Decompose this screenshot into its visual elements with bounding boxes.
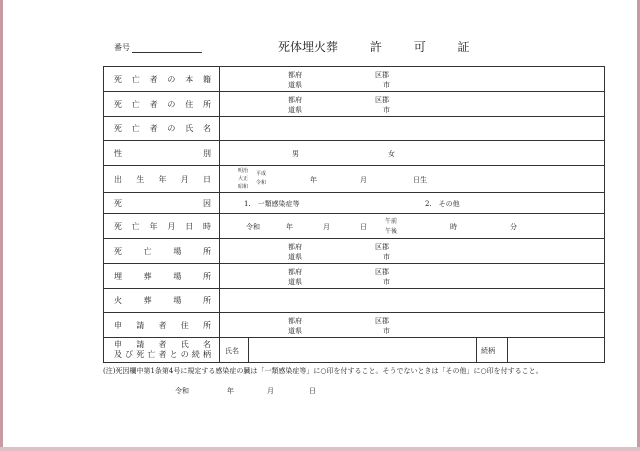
name-label-box xyxy=(220,338,249,362)
label-char: 氏 xyxy=(180,340,189,349)
serial-label: 番号 xyxy=(114,43,130,52)
label-char: の xyxy=(167,74,176,84)
label-char: 時 xyxy=(202,221,211,231)
label-char: 住 xyxy=(185,99,194,109)
addr-dou: 道県 xyxy=(288,253,302,261)
relation-field[interactable] xyxy=(507,338,605,362)
label-char: 亡 xyxy=(143,246,152,256)
label-char: 本 xyxy=(185,74,194,84)
value-shinseisha-jusho[interactable] xyxy=(220,313,605,338)
bottom-strip xyxy=(0,447,640,451)
label-shinseisha-jusho xyxy=(104,320,219,331)
label-char: 籍 xyxy=(202,74,211,84)
name-label: 氏名 xyxy=(225,347,239,355)
row-shinseisha-shimei xyxy=(104,338,605,363)
era-reiwa[interactable]: 令和 xyxy=(256,180,267,186)
serial-number xyxy=(114,42,202,53)
cause-option-2[interactable]: 2. その他 xyxy=(425,200,460,208)
label-cell xyxy=(104,92,220,117)
value-sei[interactable] xyxy=(220,141,605,166)
label-char: び xyxy=(125,350,134,359)
label-char: の xyxy=(180,350,189,359)
issue-era: 令和 xyxy=(175,387,189,395)
label-char: 別 xyxy=(203,148,211,158)
birth-day: 日生 xyxy=(413,176,427,184)
label-jusho xyxy=(104,99,219,110)
label-cell xyxy=(104,289,220,313)
label-cell xyxy=(104,313,220,338)
label-char: 火 xyxy=(114,296,122,305)
label-line1 xyxy=(114,340,211,350)
addr-todofu: 都府 xyxy=(288,71,302,79)
label-char: 月 xyxy=(167,221,176,231)
label-char: 者 xyxy=(158,350,167,359)
birth-month: 月 xyxy=(360,176,367,184)
value-shiin[interactable] xyxy=(220,193,605,214)
label-char: 住 xyxy=(180,320,189,330)
addr-ku: 区郡 xyxy=(375,96,389,104)
value-jusho[interactable] xyxy=(220,92,605,117)
label-cell xyxy=(104,239,220,264)
addr-dou: 道県 xyxy=(288,278,302,286)
label-char: 亡 xyxy=(131,124,140,133)
addr-shi: 市 xyxy=(383,327,390,335)
footnote: (注)死因欄中第1条第4号に規定する感染症の臓は「一類感染症等」に○印を付すること。そうでないときは「その他」に○印を付すること。 xyxy=(103,367,543,375)
addr-ku: 区郡 xyxy=(375,317,389,325)
label-char: 日 xyxy=(185,221,194,231)
title-kyo: 許 xyxy=(369,40,382,54)
label-char: 死 xyxy=(114,124,122,133)
label-shibou-basho xyxy=(104,246,219,257)
addr-shi: 市 xyxy=(383,106,390,114)
row-seinengappi xyxy=(104,166,605,193)
label-char: 者 xyxy=(149,74,158,84)
label-char: 生 xyxy=(136,174,145,184)
era-taisho[interactable]: 大正 xyxy=(238,176,249,182)
addr-shi: 市 xyxy=(383,278,390,286)
value-shinseisha-shimei xyxy=(220,338,605,363)
addr-dou: 道県 xyxy=(288,81,302,89)
issue-year: 年 xyxy=(227,387,234,395)
label-char: 場 xyxy=(173,271,182,281)
row-shinseisha-jusho xyxy=(104,313,605,338)
permit-form-table xyxy=(103,66,605,363)
label-seinengappi xyxy=(104,174,219,185)
label-char: 死 xyxy=(136,350,145,359)
addr-shi: 市 xyxy=(383,253,390,261)
value-shimei[interactable] xyxy=(220,117,605,141)
label-sei xyxy=(104,148,219,159)
label-cell xyxy=(104,67,220,92)
death-year: 年 xyxy=(286,223,293,231)
row-shimei xyxy=(104,117,605,141)
label-char: 場 xyxy=(173,296,182,305)
applicant-name-field[interactable] xyxy=(248,338,476,362)
label-line2 xyxy=(114,350,211,360)
death-month: 月 xyxy=(323,223,330,231)
label-char: 因 xyxy=(203,198,211,208)
value-maiso-basho[interactable] xyxy=(220,264,605,289)
death-day: 日 xyxy=(360,223,367,231)
label-char: 年 xyxy=(158,174,167,184)
sex-female[interactable]: 女 xyxy=(388,150,395,158)
row-shibou-basho xyxy=(104,239,605,264)
label-cell xyxy=(104,117,220,141)
value-shibou-basho[interactable] xyxy=(220,239,605,264)
addr-todofu: 都府 xyxy=(288,317,302,325)
addr-todofu: 都府 xyxy=(288,268,302,276)
label-honseki xyxy=(104,74,219,85)
label-cell xyxy=(104,141,220,166)
label-char: 死 xyxy=(114,74,122,84)
addr-ku: 区郡 xyxy=(375,243,389,251)
row-kaso-basho xyxy=(104,289,605,313)
document-title xyxy=(278,38,470,55)
label-char: 名 xyxy=(203,340,211,349)
label-char: の xyxy=(167,124,176,133)
label-char: 葬 xyxy=(143,296,152,305)
death-am[interactable]: 午前 xyxy=(385,218,398,225)
label-cell xyxy=(104,166,220,193)
label-char: 所 xyxy=(202,246,211,256)
issue-month: 月 xyxy=(267,387,274,395)
cause-option-1[interactable]: 1. 一類感染症等 xyxy=(244,200,300,208)
page-edge-left xyxy=(0,0,3,451)
label-char: 日 xyxy=(203,174,211,184)
issue-day: 日 xyxy=(309,387,316,395)
title-ka: 可 xyxy=(413,40,426,54)
label-char: 死 xyxy=(114,198,122,208)
label-char: 死 xyxy=(114,99,122,109)
label-char: 者 xyxy=(158,320,167,330)
addr-ku: 区郡 xyxy=(375,71,389,79)
row-jusho xyxy=(104,92,605,117)
label-maiso-basho xyxy=(104,271,219,282)
label-char: 及 xyxy=(114,350,122,359)
label-char: 所 xyxy=(202,271,211,281)
title-main: 死体埋火葬 xyxy=(278,40,339,54)
label-char: 請 xyxy=(136,340,145,349)
label-char: 氏 xyxy=(185,124,194,133)
label-char: 者 xyxy=(149,99,158,109)
label-char: 性 xyxy=(114,148,122,158)
row-shiin xyxy=(104,193,605,214)
value-kaso-basho[interactable] xyxy=(220,289,605,313)
era-heisei[interactable]: 平成 xyxy=(256,171,267,177)
row-shibou-nichiji xyxy=(104,214,605,239)
label-cell xyxy=(104,264,220,289)
label-kaso-basho xyxy=(104,295,219,306)
addr-dou: 道県 xyxy=(288,106,302,114)
value-seinengappi[interactable] xyxy=(220,166,605,193)
value-shibou-nichiji[interactable] xyxy=(220,214,605,239)
era-meiji[interactable]: 明治 xyxy=(238,168,249,174)
label-char: 柄 xyxy=(203,350,211,359)
label-char: 年 xyxy=(149,221,158,231)
label-char: 所 xyxy=(202,99,211,109)
label-char: 亡 xyxy=(131,221,140,231)
label-char: 亡 xyxy=(147,350,156,359)
label-char: 亡 xyxy=(131,99,140,109)
relation-label: 続柄 xyxy=(481,347,495,355)
row-honseki xyxy=(104,67,605,92)
label-char: 場 xyxy=(173,246,182,256)
label-char: 埋 xyxy=(114,271,122,281)
label-char: 者 xyxy=(149,124,158,133)
label-char: 者 xyxy=(158,340,167,349)
addr-ku: 区郡 xyxy=(375,268,389,276)
label-cell xyxy=(104,193,220,214)
label-char: 死 xyxy=(114,246,122,256)
death-minute: 分 xyxy=(510,223,517,231)
row-sei xyxy=(104,141,605,166)
label-char: 申 xyxy=(114,340,122,349)
label-char: の xyxy=(167,99,176,109)
death-pm[interactable]: 午後 xyxy=(385,228,398,235)
serial-input-line[interactable] xyxy=(132,44,202,53)
label-char: 申 xyxy=(114,320,122,330)
label-char: 死 xyxy=(114,221,122,231)
relation-label-box xyxy=(476,338,508,362)
label-char: 所 xyxy=(202,296,211,305)
label-shibou-nichiji xyxy=(104,221,219,232)
addr-todofu: 都府 xyxy=(288,96,302,104)
label-shiin xyxy=(104,198,219,209)
row-maiso-basho xyxy=(104,264,605,289)
label-cell xyxy=(104,338,220,363)
label-char: 葬 xyxy=(143,271,152,281)
label-char: 続 xyxy=(191,350,200,359)
era-showa[interactable]: 昭和 xyxy=(238,184,249,190)
death-hour: 時 xyxy=(450,223,457,231)
value-honseki[interactable] xyxy=(220,67,605,92)
label-char: 所 xyxy=(203,320,211,330)
label-char: 名 xyxy=(202,124,211,133)
label-char: 亡 xyxy=(131,74,140,84)
label-shinseisha-shimei xyxy=(104,340,219,360)
addr-shi: 市 xyxy=(383,81,390,89)
label-shimei xyxy=(104,123,219,134)
death-era: 令和 xyxy=(246,223,260,231)
title-sho: 証 xyxy=(457,40,470,54)
sex-male[interactable]: 男 xyxy=(292,150,299,158)
label-cell xyxy=(104,214,220,239)
birth-year: 年 xyxy=(310,176,317,184)
label-char: 請 xyxy=(136,320,145,330)
label-char: 出 xyxy=(114,174,122,184)
addr-dou: 道県 xyxy=(288,327,302,335)
label-char: 月 xyxy=(180,174,189,184)
addr-todofu: 都府 xyxy=(288,243,302,251)
label-char: と xyxy=(169,350,178,359)
